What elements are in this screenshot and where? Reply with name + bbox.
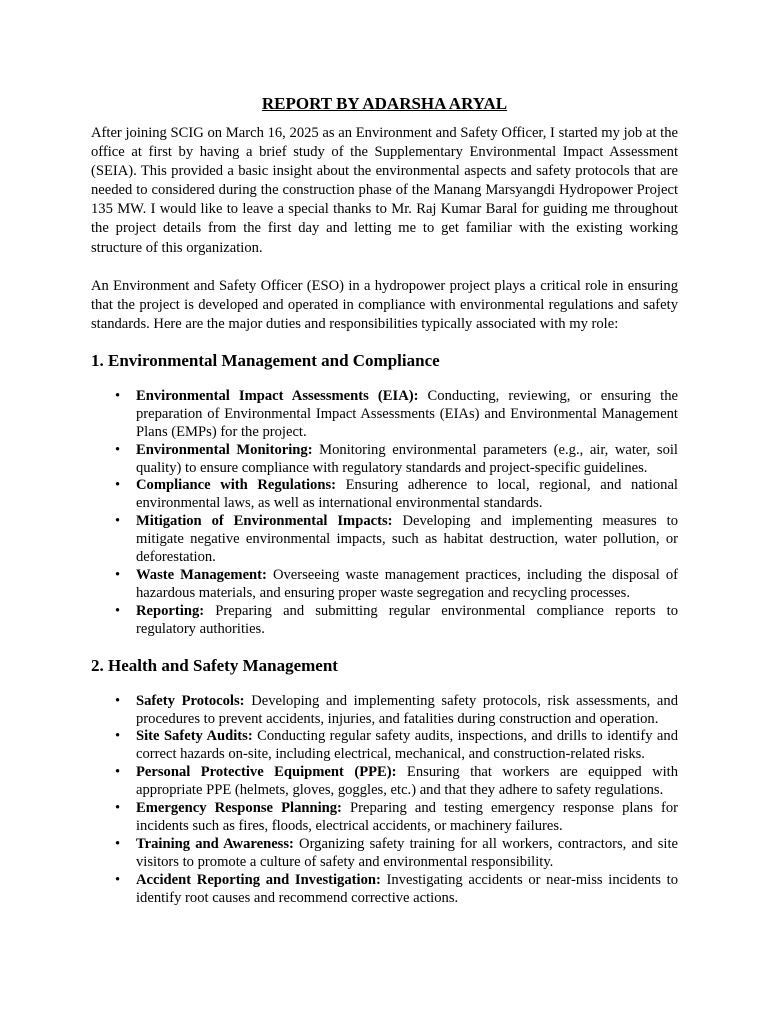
item-text: Developing and implementing safety protocols, risk assessments, and procedures to prevent accidents, injuries, and fatalities during construction and operation. [136,692,679,727]
safety-duties-list [91,693,678,908]
item-text: Investigating accidents or near-miss incidents to identify root causes and recommend corrective actions. [136,871,678,906]
bullet-icon: • [115,728,121,745]
bullet-icon: • [115,567,121,583]
item-term: Compliance with Regulations: [136,477,337,494]
list-item [115,835,678,872]
list-item [115,602,678,639]
item-text: Conducting regular safety audits, inspections, and drills to identify and correct hazards on-site, including electrical, mechanical, and construction-related risks. [136,728,678,763]
item-text: Preparing and testing emergency response plans for incidents such as fires, floods, electrical accidents, or machinery failures. [136,800,678,834]
environmental-duties-list [91,388,678,639]
list-item [115,441,678,478]
item-text: Organizing safety training for all workers, contractors, and site visitors to promote a culture of safety and environmental responsibility. [136,835,678,870]
item-text: Overseeing waste management practices, including the disposal of hazardous materials, and ensuring proper waste segregation and recycling processes. [136,567,678,601]
bullet-icon: • [115,800,121,817]
item-text: Monitoring environmental parameters (e.g., air, water, soil quality) to ensure compliance with regulatory standards and project-specific guidelines. [136,441,678,476]
item-term: Training and Awareness: [136,835,294,852]
bullet-icon: • [115,441,121,458]
section-heading-health-safety: 2. Health and Safety Management [91,655,338,675]
item-term: Emergency Response Planning: [136,800,342,817]
item-text: Preparing and submitting regular environmental compliance reports to regulatory authorities. [136,602,678,637]
list-item [115,800,678,836]
item-term: Accident Reporting and Investigation: [136,871,381,888]
section-heading-environmental: 1. Environmental Management and Compliance [91,350,440,370]
item-term: Safety Protocols: [136,692,245,709]
list-item [115,387,678,442]
item-term: Mitigation of Environmental Impacts: [136,513,393,530]
item-text: Conducting, reviewing, or ensuring the preparation of Environmental Impact Assessments (EIAs) and Environmental Management Plans (EMPs) for the project. [136,387,678,440]
list-item [115,871,678,908]
list-item [115,567,678,603]
item-term: Waste Management: [136,567,267,583]
list-item [115,513,678,567]
report-title: REPORT BY ADARSHA ARYAL [261,94,508,113]
item-term: Environmental Monitoring: [136,441,313,458]
list-item [115,692,679,729]
bullet-icon: • [115,692,121,709]
item-term: Reporting: [136,602,205,619]
bullet-icon: • [115,835,121,852]
bullet-icon: • [115,764,121,781]
bullet-icon: • [115,387,121,404]
item-text: Ensuring that workers are equipped with appropriate PPE (helmets, gloves, goggles, etc.) and that they adhere to safety regulations. [136,764,679,799]
list-item [115,764,679,800]
list-item [115,728,678,764]
bullet-icon: • [115,477,121,494]
intro-paragraph-1: After joining SCIG on March 16, 2025 as an Environment and Safety Officer, I started my job at the office at first by having a brief study of the Supplementary Environmental Impact Assessment (SEIA). This provided a basic insight about the environmental aspects and safety protocols that are needed to considered during the construction phase of the Manang Marsyangdi Hydropower Project 135 MW. I would like to leave a special thanks to Mr. Raj Kumar Baral for guiding me throughout the project details from the first day and letting me to get familiar with the existing working structure of this organization. [91,125,678,256]
item-term: Environmental Impact Assessments (EIA): [136,387,419,404]
item-text: Ensuring adherence to local, regional, and national environmental laws, as well as international environmental standards. [136,477,678,512]
bullet-icon: • [115,602,121,619]
item-term: Personal Protective Equipment (PPE): [136,764,397,781]
bullet-icon: • [115,871,121,888]
item-term: Site Safety Audits: [136,728,253,745]
list-item [115,477,678,513]
item-text: Developing and implementing measures to mitigate negative environmental impacts, such as habitat destruction, water pollution, or deforestation. [136,513,678,566]
bullet-icon: • [115,513,121,530]
intro-paragraph-2: An Environment and Safety Officer (ESO) in a hydropower project plays a critical role in ensuring that the project is developed and operated in compliance with environmental regulations and safety standards. Here are the major duties and responsibilities typically associated with my role: [91,277,678,332]
